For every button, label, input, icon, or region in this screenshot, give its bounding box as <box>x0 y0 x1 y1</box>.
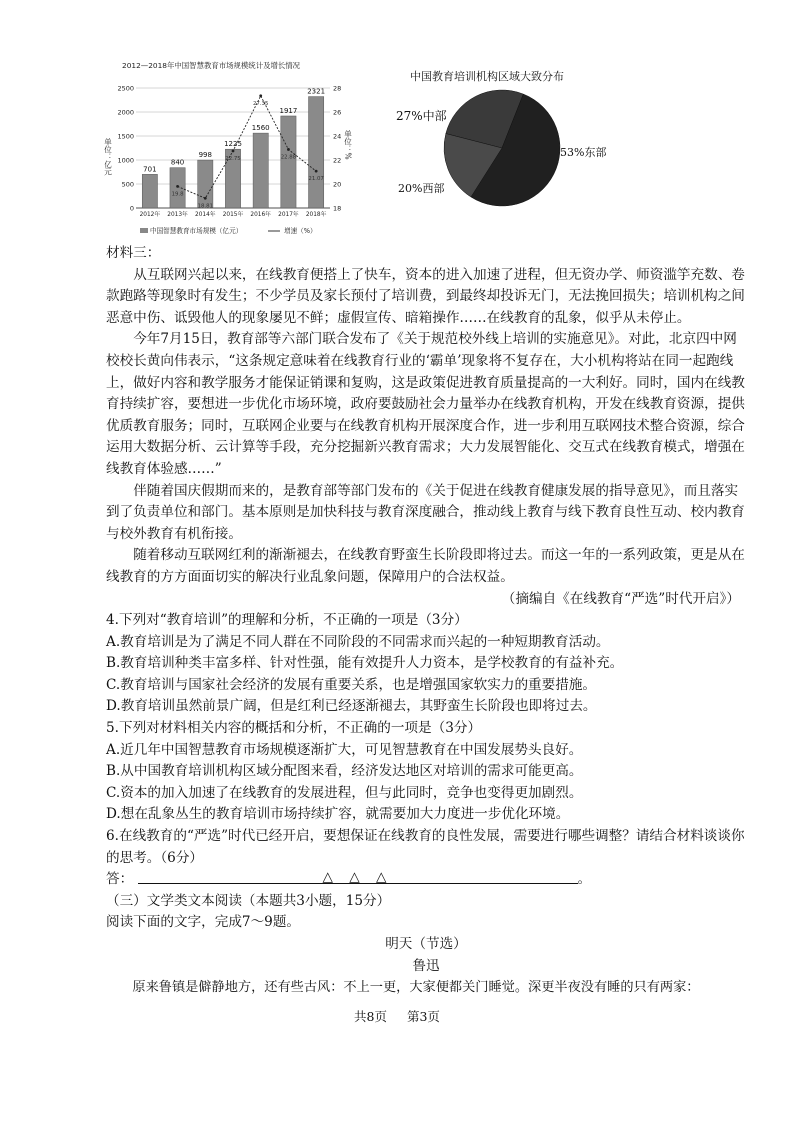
market-size-chart-svg <box>103 58 358 248</box>
bar-value-label: 1917 <box>279 106 298 115</box>
x-tick-label: 2018年 <box>305 212 327 218</box>
pie-title: 中国教育培训机构区域大致分布 <box>410 70 564 83</box>
bar-value-label: 1560 <box>251 124 270 133</box>
bar <box>170 168 185 208</box>
y2-tick-label: 22 <box>333 156 342 165</box>
region-pie-svg <box>390 64 640 214</box>
bar-value-label: 2321 <box>307 87 326 96</box>
story-first-line: 原来鲁镇是僻静地方，还有些古风：不上一更，大家便都关门睡觉。深更半夜没有睡的只有两家： <box>132 980 700 996</box>
left-axis-label: 单位：亿元 <box>103 138 113 176</box>
question-4-option-d: D.教育培训虽然前景广阔，但是红利已经逐渐褪去，其野蛮生长阶段也即将过去。 <box>106 698 597 715</box>
x-tick-label: 2015年 <box>222 212 244 218</box>
bar <box>142 174 157 208</box>
bar <box>253 133 268 208</box>
line-value-label: 19.8 <box>171 191 184 198</box>
bar-layer <box>117 85 341 219</box>
bar-chart-title: 2012—2018年中国智慧教育市场规模统计及增长情况 <box>122 61 301 70</box>
y-tick-label: 1500 <box>117 132 134 141</box>
pie-label-east: 53%东部 <box>560 146 607 159</box>
material3-paragraph-1: 从互联网兴起以来，在线教育便搭上了快车，资本的进入加速了进程，但无资办学、师资滥竽充数、卷款跑路等现象时有发生；不少学员及家长预付了培训费，到最终却投诉无门，无法挽回损失；培训机构之间恶意中伤、诋毁他人的现象屡见不鲜；虚假宣传、暗箱操作……在线教育的乱象，似乎从未停止。 <box>106 266 745 326</box>
pie-label-west: 20%西部 <box>398 182 445 195</box>
material3-heading: 材料三： <box>106 245 161 261</box>
y-tick-label: 500 <box>121 180 134 189</box>
question-4: 4.下列对“教育培训”的理解和分析，不正确的一项是（3分） <box>106 612 468 629</box>
question-6: 6.在线教育的“严选”时代已经开启，要想保证在线教育的良性发展，需要进行哪些调整？请结合材料谈谈你的思考。（6分） <box>106 828 745 866</box>
y-tick-label: 1000 <box>117 156 134 165</box>
answer-label: 答： <box>106 871 134 888</box>
region-pie-chart <box>390 64 640 214</box>
material3-source: （摘编自《在线教育“严选”时代开启》） <box>501 590 740 607</box>
x-tick-label: 2012年 <box>139 212 161 218</box>
bar-value-label: 1225 <box>224 140 242 149</box>
x-tick-label: 2013年 <box>167 212 188 218</box>
y-tick-label: 2500 <box>117 84 134 93</box>
line-value-label: 27.35 <box>252 100 269 107</box>
question-5: 5.下列对材料相关内容的概括和分析，不正确的一项是（3分） <box>106 720 482 737</box>
x-tick-label: 2017年 <box>278 212 299 218</box>
market-size-chart <box>103 58 358 248</box>
line-value-label: 18.81 <box>197 203 214 210</box>
answer-marks: △ △ △ <box>322 869 393 886</box>
bar-value-label: 998 <box>198 151 212 160</box>
footer-total-pages: 共8页 <box>354 1009 387 1024</box>
question-4-option-b: B.教育培训种类丰富多样、针对性强，能有效提升人力资本，是学校教育的有益补充。 <box>106 655 624 672</box>
y-tick-label: 0 <box>129 204 134 213</box>
material3-paragraph-4: 随着移动互联网红利的渐渐褪去，在线教育野蛮生长阶段即将过去。而这一年的一系列政策，更是从在线教育的方方面面切实的解决行业乱象问题，保障用户的合法权益。 <box>106 547 745 585</box>
pie-layer <box>444 90 560 206</box>
story-author: 鲁迅 <box>412 957 440 974</box>
line-value-label: 22.88 <box>280 154 297 161</box>
legend-line-label: 增速（%） <box>284 227 317 235</box>
question-5-option-d: D.想在乱象丛生的教育培训市场持续扩容，就需要加大力度进一步优化环境。 <box>106 806 570 823</box>
legend-bar-swatch <box>140 228 148 233</box>
bar-value-label: 840 <box>170 158 185 167</box>
bar <box>281 116 296 208</box>
x-tick-label: 2016年 <box>250 212 271 218</box>
line-value-label: 21.07 <box>308 176 324 183</box>
legend-bar-label: 中国智慧教育市场规模（亿元） <box>150 227 243 235</box>
y2-tick-label: 18 <box>333 204 342 213</box>
y2-tick-label: 24 <box>333 132 342 141</box>
question-5-option-b: B.从中国教育培训机构区域分配图来看，经济发达地区对培训的需求可能更高。 <box>106 763 583 780</box>
question-4-option-a: A.教育培训是为了满足不同人群在不同阶段的不同需求而兴起的一种短期教育活动。 <box>106 633 610 650</box>
answer-blank[interactable] <box>138 869 578 884</box>
y2-tick-label: 28 <box>333 84 342 93</box>
y2-tick-label: 20 <box>333 180 342 189</box>
question-4-option-c: C.教育培训与国家社会经济的发展有重要关系，也是增强国家软实力的重要措施。 <box>106 676 597 693</box>
right-axis-label: 单位：% <box>343 130 353 160</box>
question-5-option-c: C.资本的加入加速了在线教育的发展进程，但与此同时，竞争也变得更加剧烈。 <box>106 784 583 801</box>
pie-label-central: 27%中部 <box>396 109 447 123</box>
footer-page-number: 第3页 <box>406 1009 440 1024</box>
section3-instruction: 阅读下面的文字，完成7～9题。 <box>106 914 301 931</box>
bar-value-label: 701 <box>143 165 157 174</box>
answer-line <box>106 869 746 891</box>
page-footer <box>0 1007 794 1025</box>
answer-end: 。 <box>577 871 592 888</box>
y-tick-label: 2000 <box>117 108 134 117</box>
bar <box>198 160 213 208</box>
story-title: 明天（节选） <box>385 936 467 952</box>
bar <box>309 97 324 208</box>
material3-paragraph-3: 伴随着国庆假期而来的，是教育部等部门发布的《关于促进在线教育健康发展的指导意见》，而且落实到了负责单位和部门。基本原则是加快科技与教育深度融合，推动线上教育与线下教育良性互动、校内教育与校外教育有机衔接。 <box>106 482 745 542</box>
question-5-option-a: A.近几年中国智慧教育市场规模逐渐扩大，可见智慧教育在中国发展势头良好。 <box>106 741 583 758</box>
line-value-label: 22.75 <box>225 156 241 162</box>
section3-heading: （三）文学类文本阅读（本题共3小题，15分） <box>106 892 391 909</box>
y2-tick-label: 26 <box>333 108 342 117</box>
x-tick-label: 2014年 <box>195 212 216 218</box>
material3-paragraph-2: 今年7月15日，教育部等六部门联合发布了《关于规范校外线上培训的实施意见》。对此，北京四中网校校长黄向伟表示，“这条规定意味着在线教育行业的‘霸单’现象将不复存在，大小机构将站在同一起跑线上，做好内容和教学服务才能保证销课和复购，这是政策促进教育质量提高的一大利好。同时，国内在线教育持续扩容，要想进一步优化市场环境，政府要鼓励社会力量举办在线教育机构，开发在线教育资源，提供优质教育服务；同时，互联网企业要与在线教育机构开展深度合作，进一步利用互联网技术整合资源，综合运用大数据分析、云计算等手段，充分挖掘新兴教育需求；大力发展智能化、交互式在线教育模式，增强在线教育体验感……” <box>106 331 745 477</box>
exam-body <box>106 243 746 999</box>
